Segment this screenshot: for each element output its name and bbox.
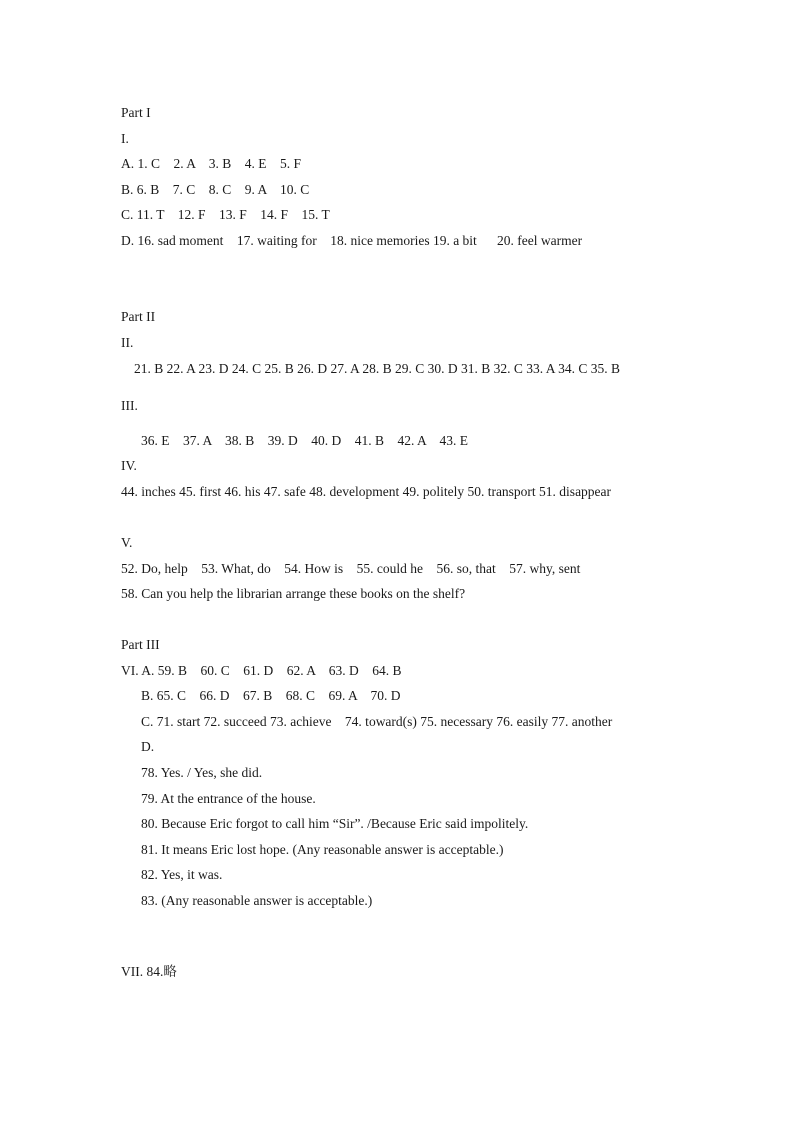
section-vi-a-line: VI. A. 59. B 60. C 61. D 62. A 63. D 64. B bbox=[121, 663, 402, 678]
section-vi-d-label: D. bbox=[141, 739, 155, 754]
answer-78: 78. Yes. / Yes, she did. bbox=[141, 765, 263, 780]
section-v-sentence: 58. Can you help the librarian arrange these books on the shelf? bbox=[121, 586, 466, 601]
section-i-label: I. bbox=[121, 131, 129, 146]
section-iii-label: III. bbox=[121, 398, 138, 413]
section-v-answers: 52. Do, help 53. What, do 54. How is 55. could he 56. so, that 57. why, sent bbox=[121, 561, 581, 576]
section-v-label: V. bbox=[121, 535, 133, 550]
answers-b-line: B. 6. B 7. C 8. C 9. A 10. C bbox=[121, 182, 310, 197]
answer-83: 83. (Any reasonable answer is acceptable.) bbox=[141, 893, 373, 908]
part3-heading: Part III bbox=[121, 637, 160, 652]
section-vi-c-line: C. 71. start 72. succeed 73. achieve 74. toward(s) 75. necessary 76. easily 77. another bbox=[141, 714, 613, 729]
section-vi-b-line: B. 65. C 66. D 67. B 68. C 69. A 70. D bbox=[141, 688, 401, 703]
section-iii-answers: 36. E 37. A 38. B 39. D 40. D 41. B 42. A 43. E bbox=[141, 433, 469, 448]
section-vii-line: VII. 84.略 bbox=[121, 964, 177, 979]
part1-heading: Part I bbox=[121, 105, 151, 120]
answer-80: 80. Because Eric forgot to call him “Sir”. /Because Eric said impolitely. bbox=[141, 816, 529, 831]
answers-c-line: C. 11. T 12. F 13. F 14. F 15. T bbox=[121, 207, 330, 222]
answer-79: 79. At the entrance of the house. bbox=[141, 791, 316, 806]
section-ii-label: II. bbox=[121, 335, 134, 350]
answer-82: 82. Yes, it was. bbox=[141, 867, 223, 882]
part2-heading: Part II bbox=[121, 309, 156, 324]
section-iv-label: IV. bbox=[121, 458, 137, 473]
answers-d-line: D. 16. sad moment 17. waiting for 18. nice memories 19. a bit 20. feel warmer bbox=[121, 233, 583, 248]
answer-81: 81. It means Eric lost hope. (Any reasonable answer is acceptable.) bbox=[141, 842, 504, 857]
section-ii-answers: 21. B 22. A 23. D 24. C 25. B 26. D 27. A 28. B 29. C 30. D 31. B 32. C 33. A 34. C 35. B bbox=[134, 361, 621, 376]
section-iv-answers: 44. inches 45. first 46. his 47. safe 48. development 49. politely 50. transport 51. disappear bbox=[121, 484, 612, 499]
answers-a-line: A. 1. C 2. A 3. B 4. E 5. F bbox=[121, 156, 302, 171]
